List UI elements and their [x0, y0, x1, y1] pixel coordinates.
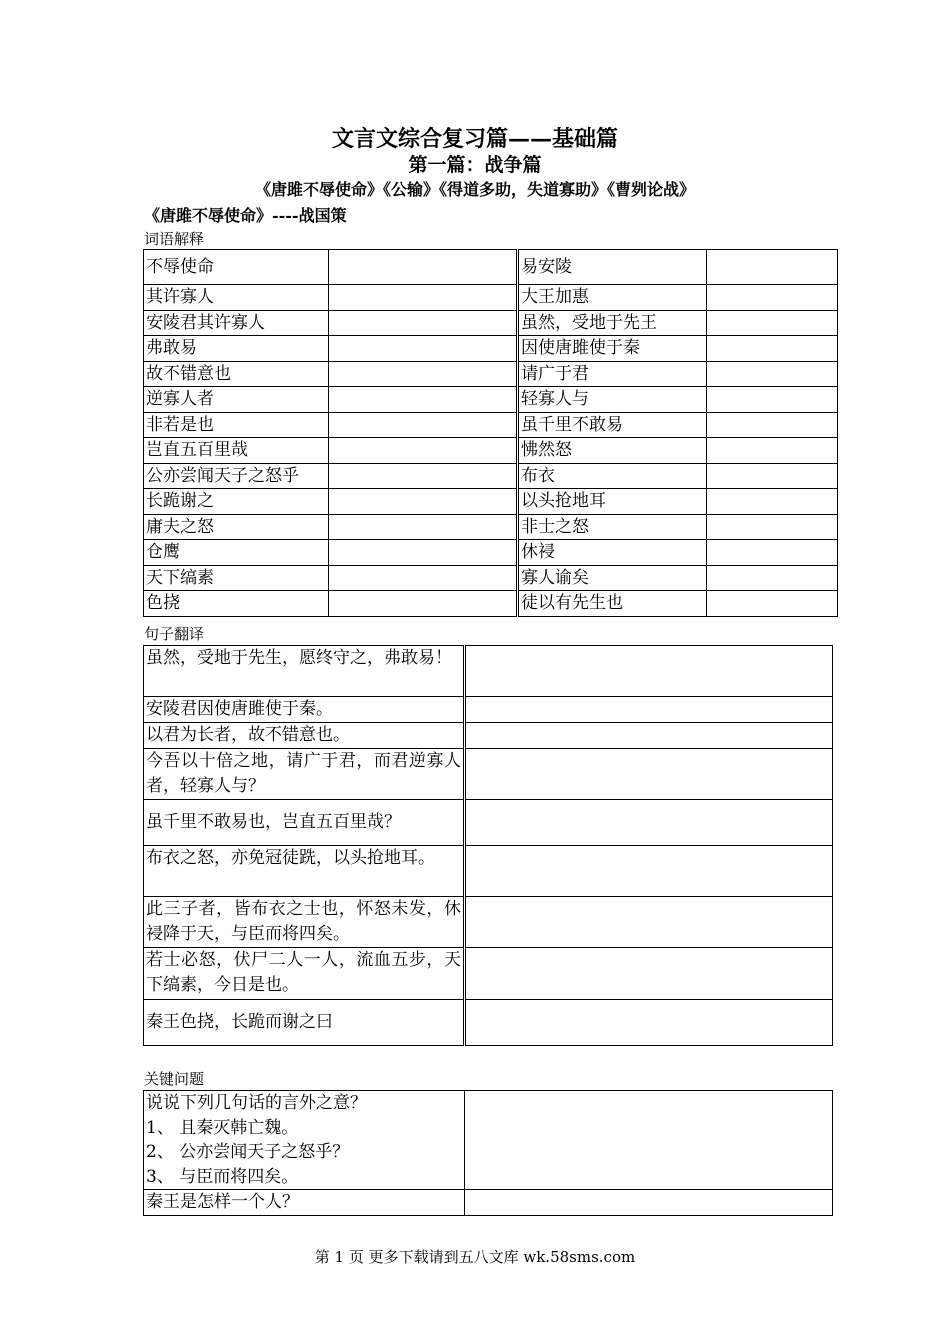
vocab-term: 故不错意也	[144, 361, 329, 387]
table-row	[144, 565, 838, 591]
vocab-term: 公亦尝闻天子之怒乎	[144, 463, 329, 489]
table-row	[144, 540, 838, 566]
vocab-term: 怫然怒	[518, 438, 707, 464]
table-row	[144, 897, 833, 948]
table-row	[144, 846, 833, 897]
vocab-term: 长跪谢之	[144, 489, 329, 515]
table-row	[144, 285, 838, 311]
table-row	[144, 800, 833, 846]
vocab-answer-cell[interactable]	[329, 489, 518, 515]
sentence-cell: 安陵君因使唐雎使于秦。	[144, 697, 465, 723]
table-row	[144, 514, 838, 540]
vocab-answer-cell[interactable]	[707, 591, 838, 617]
table-row	[144, 336, 838, 362]
vocab-answer-cell[interactable]	[707, 514, 838, 540]
vocab-term: 仓鹰	[144, 540, 329, 566]
vocab-term: 天下缟素	[144, 565, 329, 591]
vocab-answer-cell[interactable]	[329, 591, 518, 617]
vocab-answer-cell[interactable]	[329, 250, 518, 285]
vocab-section-label: 词语解释	[144, 230, 205, 248]
vocab-term: 布衣	[518, 463, 707, 489]
translation-answer-cell[interactable]	[465, 749, 833, 800]
vocab-term: 易安陵	[518, 250, 707, 285]
vocab-term: 安陵君其许寡人	[144, 310, 329, 336]
vocab-table	[143, 249, 838, 617]
sentence-cell: 虽然，受地于先生，愿终守之，弗敢易！	[144, 646, 465, 697]
vocab-term: 庸夫之怒	[144, 514, 329, 540]
sentence-cell: 以君为长者，故不错意也。	[144, 723, 465, 749]
key-section-label: 关键问题	[144, 1070, 205, 1088]
question-item: 3、 与臣而将四矣。	[146, 1166, 299, 1187]
vocab-answer-cell[interactable]	[707, 438, 838, 464]
table-row	[144, 591, 838, 617]
page-footer: 第 1 页 更多下载请到五八文库 wk.58sms.com	[314, 1248, 636, 1266]
vocab-term: 大王加惠	[518, 285, 707, 311]
table-row	[144, 723, 833, 749]
vocab-term: 非士之怒	[518, 514, 707, 540]
vocab-answer-cell[interactable]	[329, 285, 518, 311]
table-row	[144, 412, 838, 438]
table-row	[144, 310, 838, 336]
table-row	[144, 697, 833, 723]
table-row	[144, 250, 838, 285]
table-row	[144, 387, 838, 413]
vocab-answer-cell[interactable]	[329, 565, 518, 591]
vocab-answer-cell[interactable]	[707, 540, 838, 566]
vocab-answer-cell[interactable]	[329, 336, 518, 362]
vocab-term: 非若是也	[144, 412, 329, 438]
vocab-term: 虽千里不敢易	[518, 412, 707, 438]
chapter-title: 第一篇：战争篇	[408, 154, 542, 176]
sentence-cell: 虽千里不敢易也，岂直五百里哉？	[144, 800, 465, 846]
vocab-term: 以头抢地耳	[518, 489, 707, 515]
question-cell	[144, 1091, 465, 1190]
question-cell: 秦王是怎样一个人？	[144, 1190, 465, 1216]
table-row	[144, 489, 838, 515]
vocab-answer-cell[interactable]	[329, 387, 518, 413]
sentence-table	[143, 645, 833, 1046]
vocab-answer-cell[interactable]	[707, 565, 838, 591]
question-title: 说说下列几句话的言外之意？	[146, 1093, 367, 1113]
vocab-term: 岂直五百里哉	[144, 438, 329, 464]
vocab-term: 休祲	[518, 540, 707, 566]
vocab-answer-cell[interactable]	[707, 336, 838, 362]
vocab-answer-cell[interactable]	[329, 310, 518, 336]
vocab-answer-cell[interactable]	[329, 412, 518, 438]
vocab-answer-cell[interactable]	[329, 514, 518, 540]
question-item: 1、 且秦灭韩亡魏。	[146, 1117, 299, 1138]
vocab-answer-cell[interactable]	[707, 250, 838, 285]
translation-answer-cell[interactable]	[465, 1000, 833, 1046]
sentence-cell: 若士必怒，伏尸二人一人，流血五步，天下缟素，今日是也。	[144, 948, 465, 1000]
table-row	[144, 463, 838, 489]
vocab-answer-cell[interactable]	[329, 463, 518, 489]
vocab-term: 徒以有先生也	[518, 591, 707, 617]
vocab-answer-cell[interactable]	[329, 438, 518, 464]
lesson-title: 《唐雎不辱使命》----战国策	[144, 206, 347, 225]
texts-list: 《唐雎不辱使命》《公输》《得道多助，失道寡助》《曹刿论战》	[254, 180, 695, 199]
answer-cell[interactable]	[465, 1091, 833, 1190]
vocab-answer-cell[interactable]	[707, 361, 838, 387]
sentence-cell: 此三子者，皆布衣之士也，怀怒未发，休祲降于天，与臣而将四矣。	[144, 897, 465, 948]
translation-answer-cell[interactable]	[465, 646, 833, 697]
table-row	[144, 1190, 833, 1216]
vocab-answer-cell[interactable]	[707, 387, 838, 413]
vocab-term: 请广于君	[518, 361, 707, 387]
sentence-cell: 布衣之怒，亦免冠徒跣，以头抢地耳。	[144, 846, 465, 897]
translation-answer-cell[interactable]	[465, 846, 833, 897]
vocab-term: 弗敢易	[144, 336, 329, 362]
vocab-answer-cell[interactable]	[707, 463, 838, 489]
vocab-term: 虽然，受地于先王	[518, 310, 707, 336]
vocab-term: 不辱使命	[144, 250, 329, 285]
vocab-answer-cell[interactable]	[707, 412, 838, 438]
vocab-answer-cell[interactable]	[707, 310, 838, 336]
translation-answer-cell[interactable]	[465, 723, 833, 749]
sentence-cell: 今吾以十倍之地，请广于君，而君逆寡人者，轻寡人与？	[144, 749, 465, 800]
answer-cell[interactable]	[465, 1190, 833, 1216]
vocab-term: 其许寡人	[144, 285, 329, 311]
table-row	[144, 361, 838, 387]
translation-answer-cell[interactable]	[465, 800, 833, 846]
vocab-answer-cell[interactable]	[329, 540, 518, 566]
table-row	[144, 438, 838, 464]
table-row	[144, 1091, 833, 1190]
vocab-term: 色挠	[144, 591, 329, 617]
vocab-term: 因使唐雎使于秦	[518, 336, 707, 362]
sentence-cell: 秦王色挠，长跪而谢之曰	[144, 1000, 465, 1046]
table-row	[144, 948, 833, 1000]
question-item: 2、 公亦尝闻天子之怒乎？	[146, 1142, 350, 1162]
translation-answer-cell[interactable]	[465, 897, 833, 948]
vocab-term: 轻寡人与	[518, 387, 707, 413]
table-row	[144, 749, 833, 800]
vocab-answer-cell[interactable]	[707, 285, 838, 311]
translation-answer-cell[interactable]	[465, 697, 833, 723]
table-row	[144, 1000, 833, 1046]
vocab-term: 逆寡人者	[144, 387, 329, 413]
key-question-table	[143, 1090, 833, 1216]
table-row	[144, 646, 833, 697]
vocab-term: 寡人谕矣	[518, 565, 707, 591]
translation-answer-cell[interactable]	[465, 948, 833, 1000]
vocab-answer-cell[interactable]	[329, 361, 518, 387]
doc-title: 文言文综合复习篇——基础篇	[331, 126, 618, 152]
vocab-answer-cell[interactable]	[707, 489, 838, 515]
sentence-section-label: 句子翻译	[144, 625, 205, 643]
